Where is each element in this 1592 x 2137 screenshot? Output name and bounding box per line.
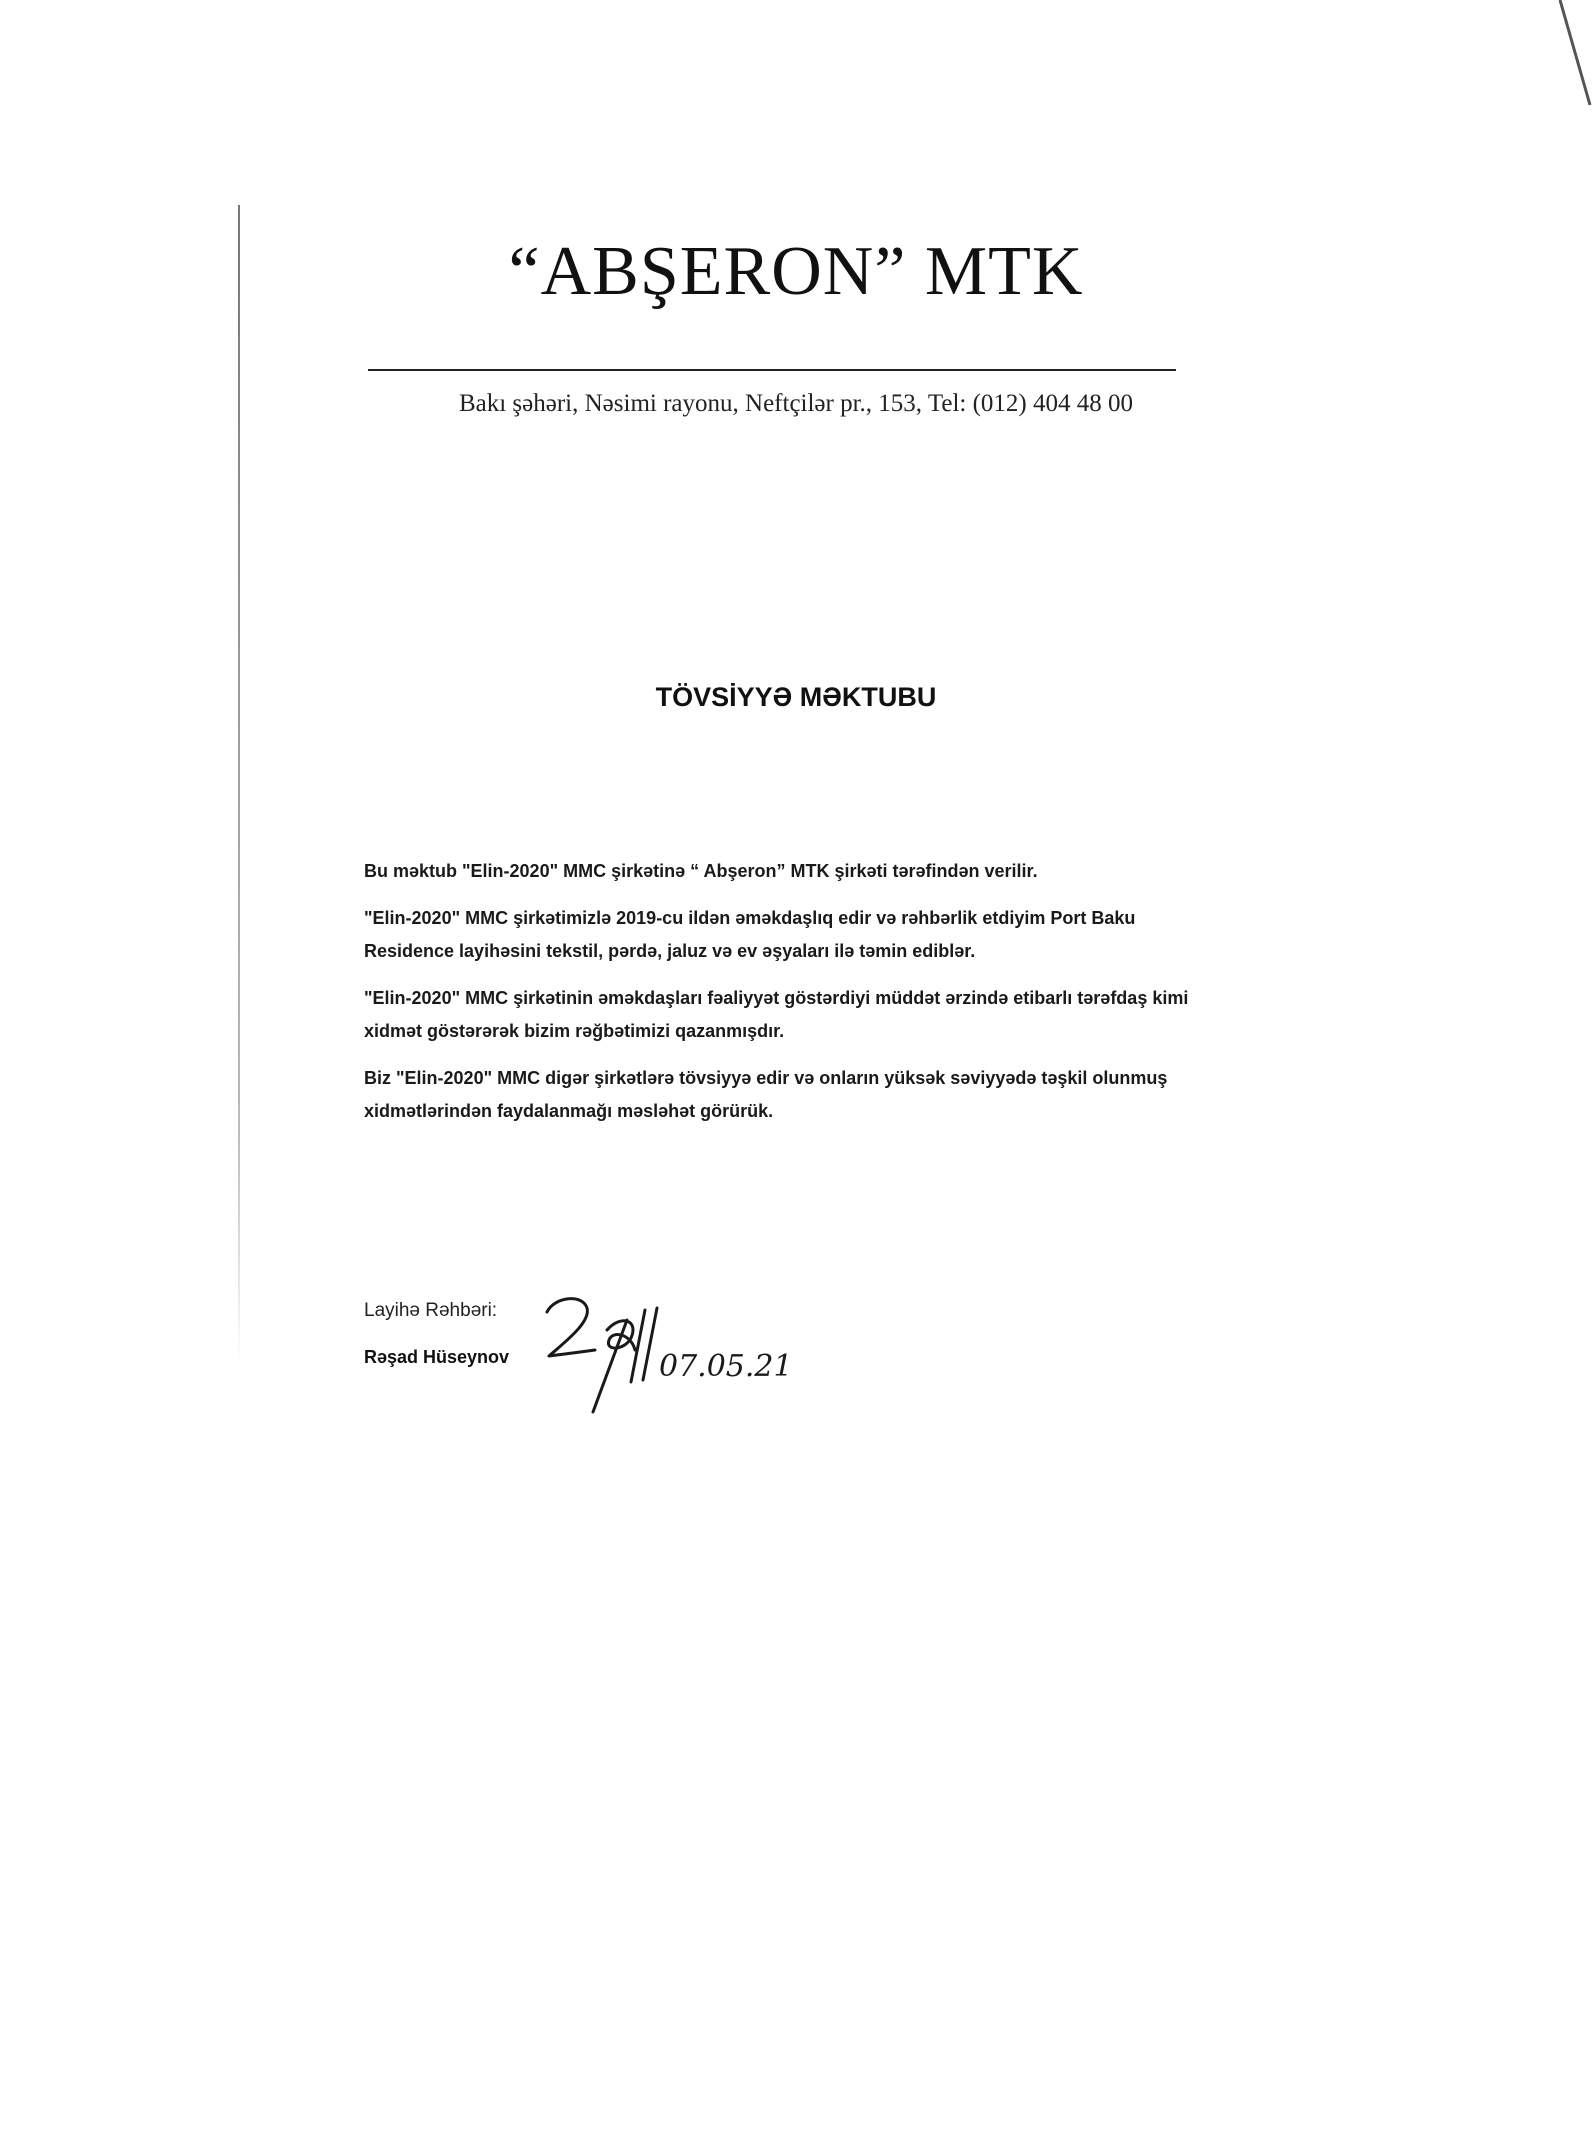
- letter-body: [364, 855, 1224, 1142]
- handwritten-date: 07.05.21: [659, 1349, 793, 1384]
- signer-name: Rəşad Hüseynov: [364, 1347, 510, 1367]
- company-name: “ABŞERON” MTK: [508, 233, 1084, 310]
- handwritten-signature: [535, 1290, 805, 1420]
- paragraph-1: Bu məktub "Elin-2020" MMC şirkətinə “ Abşeron” MTK şirkəti tərəfindən verilir.: [364, 861, 1038, 881]
- scan-edge-left: [238, 205, 240, 1365]
- signer-role-label: Layihə Rəhbəri:: [364, 1300, 498, 1321]
- header-divider: [368, 369, 1176, 371]
- paragraph-3: "Elin-2020" MMC şirkətinin əməkdaşları fəaliyyət göstərdiyi müddət ərzində etibarlı tərəfdaş kimi xidmət göstərərək bizim rəğbətimizi qazanmışdır.: [364, 988, 1189, 1041]
- paragraph-4: Biz "Elin-2020" MMC digər şirkətlərə tövsiyyə edir və onların yüksək səviyyədə təşkil olunmuş xidmətlərindən faydalanmağı məsləhət görürük.: [364, 1068, 1168, 1121]
- company-address: Bakı şəhəri, Nəsimi rayonu, Neftçilər pr., 153, Tel: (012) 404 48 00: [458, 390, 1134, 417]
- paragraph-2: "Elin-2020" MMC şirkətimizlə 2019-cu ildən əməkdaşlıq edir və rəhbərlik etdiyim Port Baku Residence layihəsini tekstil, pərdə, jaluz və ev əşyaları ilə təmin ediblər.: [364, 908, 1136, 961]
- document-title: TÖVSİYYƏ MƏKTUBU: [655, 682, 937, 712]
- scan-corner-mark: [1552, 0, 1592, 110]
